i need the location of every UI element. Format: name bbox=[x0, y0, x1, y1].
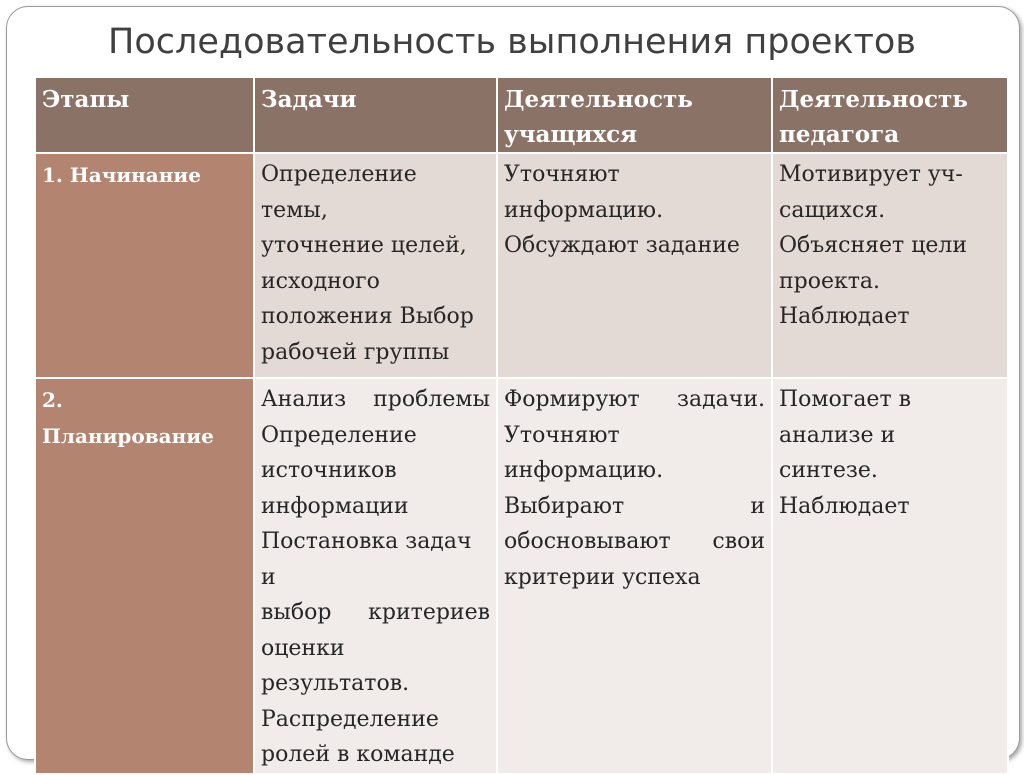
cell-line: сащихся. bbox=[779, 197, 886, 223]
cell-line: информацию. bbox=[504, 458, 664, 483]
teacher-cell bbox=[772, 378, 1008, 774]
cell-line: Уточняют bbox=[504, 422, 620, 448]
cell-line: Мотивирует уч- bbox=[779, 162, 963, 187]
cell-line: Определение bbox=[261, 422, 417, 448]
cell-line: ролей в команде bbox=[261, 742, 455, 767]
cell-line: уточнение целей, bbox=[261, 233, 467, 258]
teacher-cell bbox=[772, 153, 1008, 378]
cell-word: проблемы bbox=[373, 387, 490, 412]
cell-word: Формируют bbox=[504, 387, 640, 412]
cell-word: задачи. bbox=[677, 387, 765, 412]
cell-line: положения Выбор bbox=[261, 304, 474, 329]
header-student-activity: Деятельность учащихся bbox=[497, 77, 772, 153]
header-stages: Этапы bbox=[35, 77, 254, 153]
students-cell bbox=[497, 378, 772, 774]
cell-line: критерии успеха bbox=[504, 564, 701, 590]
cell-line: исходного bbox=[261, 268, 380, 294]
cell-line: Наблюдает bbox=[779, 304, 910, 329]
cell-line: проекта. bbox=[779, 268, 881, 294]
tasks-cell bbox=[254, 153, 497, 378]
slide-title: Последовательность выполнения проектов bbox=[108, 22, 916, 62]
cell-word: и bbox=[750, 493, 765, 519]
stage-cell bbox=[35, 153, 254, 378]
cell-word: Анализ bbox=[261, 387, 347, 412]
cell-word: свои bbox=[712, 529, 765, 554]
cell-line bbox=[504, 489, 765, 525]
students-cell bbox=[497, 153, 772, 378]
cell-line bbox=[261, 595, 490, 631]
stage-cell bbox=[35, 378, 254, 774]
cell-line: рабочей группы bbox=[261, 339, 450, 365]
cell-line: Постановка задач и bbox=[261, 529, 472, 590]
table-row bbox=[35, 378, 1008, 774]
cell-line: Помогает в bbox=[779, 387, 911, 412]
header-teacher-activity: Деятельность педагога bbox=[772, 77, 1008, 153]
cell-line: результатов. bbox=[261, 671, 410, 696]
cell-line bbox=[504, 382, 765, 418]
cell-line bbox=[504, 524, 765, 560]
cell-line: Объясняет цели bbox=[779, 233, 968, 258]
cell-line: оценки bbox=[261, 635, 345, 661]
cell-line: Определение темы, bbox=[261, 162, 417, 223]
cell-line: источников bbox=[261, 458, 397, 483]
cell-word: критериев bbox=[368, 600, 490, 625]
cell-line: анализе и синтезе. bbox=[779, 422, 896, 483]
cell-line: Обсуждают задание bbox=[504, 233, 740, 258]
cell-line: Уточняют bbox=[504, 162, 620, 187]
header-tasks: Задачи bbox=[254, 77, 497, 153]
stage-label: 2. bbox=[42, 388, 63, 412]
header-row bbox=[35, 77, 1008, 153]
table-row bbox=[35, 153, 1008, 378]
cell-line: информации bbox=[261, 493, 409, 519]
cell-line bbox=[261, 382, 490, 418]
stage-label: Планирование bbox=[42, 424, 214, 448]
cell-line: Распределение bbox=[261, 706, 439, 732]
cell-word: Выбирают bbox=[504, 493, 625, 519]
stage-label: 1. Начинание bbox=[42, 163, 201, 187]
cell-word: выбор bbox=[261, 600, 332, 625]
project-stages-table bbox=[34, 76, 1009, 775]
cell-line: информацию. bbox=[504, 197, 664, 223]
cell-line: Наблюдает bbox=[779, 493, 910, 519]
cell-word: обосновывают bbox=[504, 529, 671, 554]
tasks-cell bbox=[254, 378, 497, 774]
